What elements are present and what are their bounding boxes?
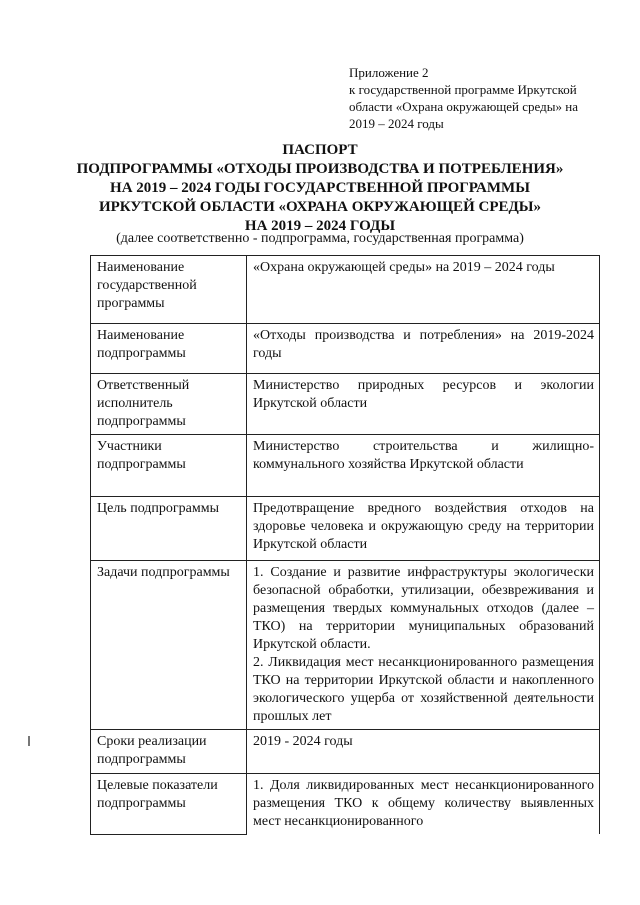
row-label: Целевые показатели подпрограммы bbox=[91, 774, 247, 835]
row-label: Цель подпрограммы bbox=[91, 497, 247, 561]
row-label: Наименование государственной программы bbox=[91, 256, 247, 324]
row-value: Министерство природных ресурсов и экологии Иркутской области bbox=[247, 374, 600, 435]
passport-subtitle: (далее соответственно - подпрограмма, государственная программа) bbox=[116, 231, 524, 246]
row-label: Задачи подпрограммы bbox=[91, 561, 247, 730]
row-value: «Отходы производства и потребления» на 2019-2024 годы bbox=[247, 324, 600, 374]
appendix-line-3: области «Охрана окружающей среды» на bbox=[349, 99, 578, 114]
row-value-tasks bbox=[247, 561, 600, 730]
title-line-2: ПОДПРОГРАММЫ «ОТХОДЫ ПРОИЗВОДСТВА И ПОТРЕБЛЕНИЯ» bbox=[76, 161, 564, 177]
table-row bbox=[91, 374, 600, 435]
row-value: Министерство строительства и жилищно-коммунального хозяйства Иркутской области bbox=[247, 435, 600, 497]
row-label: Ответственный исполнитель подпрограммы bbox=[91, 374, 247, 435]
appendix-line-4: 2019 – 2024 годы bbox=[349, 116, 444, 131]
row-value: 1. Доля ликвидированных мест несанкционированного размещения ТКО к общему количеству выявленных мест несанкционированного bbox=[247, 774, 600, 835]
margin-mark bbox=[28, 736, 30, 746]
task-1: 1. Создание и развитие инфраструктуры экологически безопасной обработки, утилизации, обезвреживания и размещения твердых коммунальных отходов (далее – ТКО) на территории муниципальных образований Иркутской области. bbox=[253, 565, 594, 652]
row-label: Участники подпрограммы bbox=[91, 435, 247, 497]
table-row bbox=[91, 324, 600, 374]
appendix-line-1: Приложение 2 bbox=[349, 65, 429, 80]
appendix-line-2: к государственной программе Иркутской bbox=[349, 82, 577, 97]
table-row bbox=[91, 730, 600, 774]
table-row bbox=[91, 497, 600, 561]
table-row bbox=[91, 256, 600, 324]
table-row bbox=[91, 435, 600, 497]
title-line-3: НА 2019 – 2024 ГОДЫ ГОСУДАРСТВЕННОЙ ПРОГРАММЫ bbox=[110, 180, 530, 196]
row-label: Сроки реализации подпрограммы bbox=[91, 730, 247, 774]
title-line-5: НА 2019 – 2024 ГОДЫ bbox=[244, 218, 396, 234]
passport-table bbox=[90, 255, 600, 835]
table-row bbox=[91, 561, 600, 730]
row-label: Наименование подпрограммы bbox=[91, 324, 247, 374]
table-row bbox=[91, 774, 600, 835]
title-line-1: ПАСПОРТ bbox=[282, 142, 358, 158]
title-line-4: ИРКУТСКОЙ ОБЛАСТИ «ОХРАНА ОКРУЖАЮЩЕЙ СРЕДЫ» bbox=[98, 199, 542, 215]
appendix-header bbox=[349, 64, 609, 132]
task-2: 2. Ликвидация мест несанкционированного размещения ТКО на территории Иркутской области и накопленного экологического ущерба от хозяйственной деятельности прошлых лет bbox=[253, 655, 594, 724]
row-value: «Охрана окружающей среды» на 2019 – 2024 годы bbox=[247, 256, 600, 324]
row-value: Предотвращение вредного воздействия отходов на здоровье человека и окружающую среду на территории Иркутской области bbox=[247, 497, 600, 561]
row-value: 2019 - 2024 годы bbox=[247, 730, 600, 774]
passport-title bbox=[40, 141, 600, 236]
